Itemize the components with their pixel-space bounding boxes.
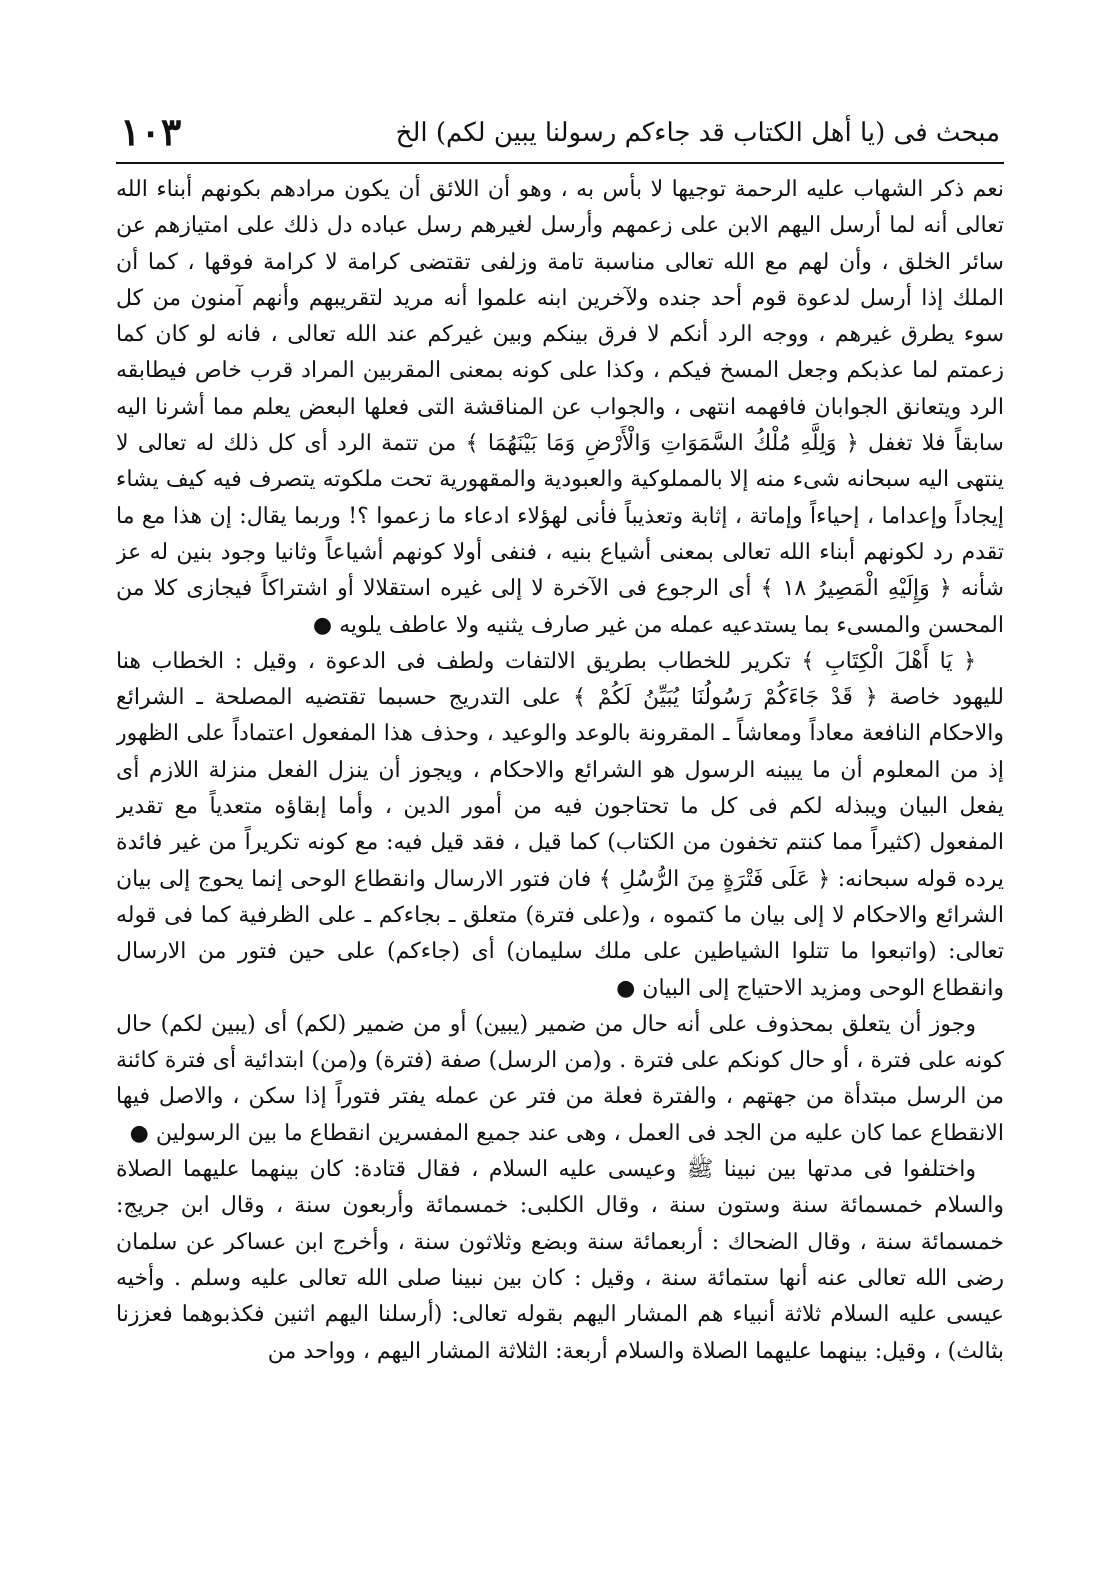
paragraph-4: واختلفوا فى مدتها بين نبينا ﷺ وعيسى عليه السلام ، فقال قتادة: كان بينهما عليهما الصلاة والسلام خمسمائة سنة وستون سنة ، وقال الكلبى: خمسمائة وأربعون سنة ، وقال ابن جريج: خمسمائة سنة ، وقال الضحاك : أربعمائة سنة وبضع وثلاثون سنة ، وأخرج ابن عساكر عن سلمان رضى الله تعالى عنه أنها ستمائة سنة ، وقيل : كان بين نبينا صلى الله تعالى عليه وسلم . وأخيه عيسى عليه السلام ثلاثة أنبياء هم المشار اليهم بقوله تعالى: (أرسلنا اليهم اثنين فكذبوهما فعززنا بثالث) ، وقيل: بينهما عليهما الصلاة والسلام أربعة: الثلاثة المشار اليهم ، وواحد من <box>116 1157 1004 1364</box>
running-header <box>120 110 1000 160</box>
body-text <box>116 172 1004 1562</box>
paragraph-2: ﴿ يَا أَهْلَ الْكِتَابِ ﴾ تكرير للخطاب بطريق الالتفات ولطف فى الدعوة ، وقيل : الخطاب هنا لليهود خاصة ﴿ قَدْ جَاءَكُمْ رَسُولُنَا يُبَيِّنُ لَكُمْ ﴾ على التدريج حسبما تقتضيه المصلحة ـ الشرائع والاحكام النافعة معاداً ومعاشاً ـ المقرونة بالوعد والوعيد ، وحذف هذا المفعول اعتماداً على الظهور إذ من المعلوم أن ما يبينه الرسول هو الشرائع والاحكام ، ويجوز أن ينزل الفعل منزلة اللازم أى يفعل البيان ويبذله لكم فى كل ما تحتاجون فيه من أمور الدين ، وأما إبقاؤه متعدياً مع تقدير المفعول (كثيراً مما كنتم تخفون من الكتاب) كما قيل ، فقد قيل فيه: مع كونه تكريراً من غير فائدة يرده قوله سبحانه: ﴿ عَلَى فَتْرَةٍ مِنَ الرُّسُلِ ﴾ فان فتور الارسال وانقطاع الوحى إنما يحوج إلى بيان الشرائع والاحكام لا إلى بيان ما كتموه ، و(على فترة) متعلق ـ بجاءكم ـ على الظرفية كما فى قوله تعالى: (واتبعوا ما تتلوا الشياطين على ملك سليمان) أى (جاءكم) على حين فتور من الارسال وانقطاع الوحى ومزيد الاحتياج إلى البيان ● <box>116 648 1004 1001</box>
paragraph-3: وجوز أن يتعلق بمحذوف على أنه حال من ضمير (يبين) أو من ضمير (لكم) أى (يبين لكم) حال كونه على فترة ، أو حال كونكم على فترة . و(من الرسل) صفة (فترة) و(من) ابتدائية أى فترة كائنة من الرسل مبتدأة من جهتهم ، والفترة فعلة من فتر عن عمله يفتر فتوراً إذا سكن ، والاصل فيها الانقطاع عما كان عليه من الجد فى العمل ، وهى عند جميع المفسرين انقطاع ما بين الرسولين ● <box>116 1011 1004 1146</box>
header-rule <box>116 162 1004 164</box>
running-head-title: مبحث فى (يا أهل الكتاب قد جاءكم رسولنا يبين لكم) الخ <box>395 118 1000 148</box>
page-number: ١٠٣ <box>120 109 182 154</box>
paragraph-1: نعم ذكر الشهاب عليه الرحمة توجيها لا بأس به ، وهو أن اللائق أن يكون مرادهم بكونهم أبناء الله تعالى أنه لما أرسل اليهم الابن على زعمهم وأرسل لغيرهم رسل عباده دل ذلك على امتيازهم عن سائر الخلق ، وأن لهم مع الله تعالى مناسبة تامة وزلفى تقتضى كرامة لا كرامة فوقها ، كما أن الملك إذا أرسل لدعوة قوم أحد جنده ولآخرين ابنه علموا أنه مريد لتقريبهم وأنهم آمنون من كل سوء يطرق غيرهم ، ووجه الرد أنكم لا فرق بينكم وبين غيركم عند الله تعالى ، فانه لو كان كما زعمتم لما عذبكم وجعل المسخ فيكم ، وكذا على كونه بمعنى المقربين المراد قرب خاص فيطابقه الرد ويتعانق الجوابان فافهمه انتهى ، والجواب عن المناقشة التى فعلها البعض يعلم مما أشرنا اليه سابقاً فلا تغفل ﴿ وَلِلَّهِ مُلْكُ السَّمَوَاتِ وَالْأَرْضِ وَمَا بَيْنَهُمَا ﴾ من تتمة الرد أى كل ذلك له تعالى لا ينتهى اليه سبحانه شىء منه إلا بالمملوكية والعبودية والمقهورية تحت ملكوته يتصرف فيه كيف يشاء إيجاداً وإعداما ، إحياءاً وإماتة ، إثابة وتعذيباً فأنى لهؤلاء ادعاء ما زعموا ؟! وربما يقال: إن هذا مع ما تقدم رد لكونهم أبناء الله تعالى بمعنى أشياع بنيه ، فنفى أولا كونهم أشياعاً وثانيا وجود بنين له عز شأنه ﴿ وَإِلَيْهِ الْمَصِيرُ ١٨ ﴾ أى الرجوع فى الآخرة لا إلى غيره استقلالا أو اشتراكاً فيجازى كلا من المحسن والمسىء بما يستدعيه عمله من غير صارف يثنيه ولا عاطف يلويه ● <box>116 177 1004 638</box>
